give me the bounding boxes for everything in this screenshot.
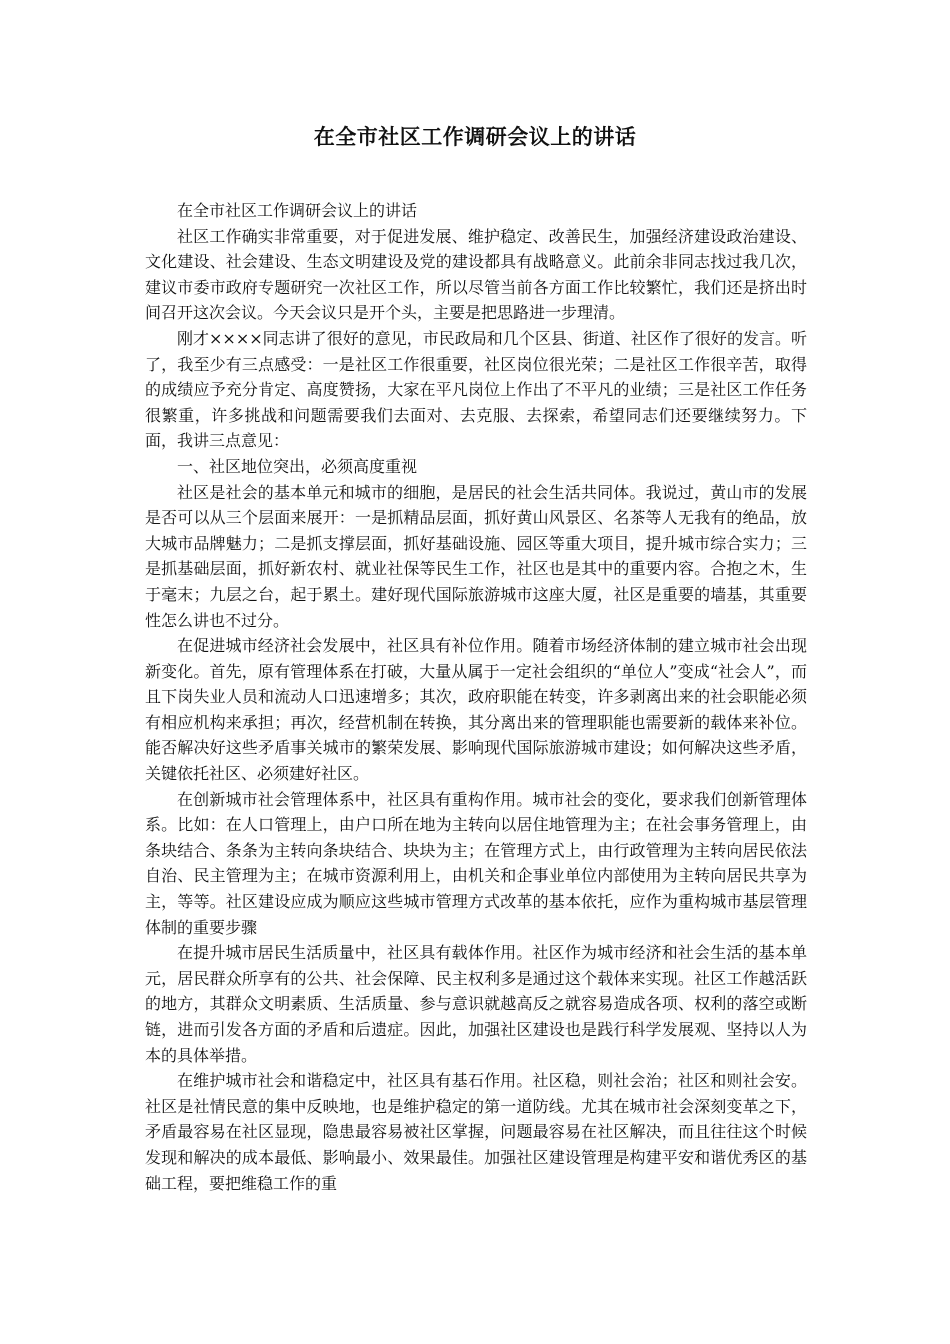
paragraph-carrier-role: 在提升城市居民生活质量中，社区具有载体作用。社区作为城市经济和社会生活的基本单元，居民群众所享有的公共、社会保障、民主权利多是通过这个载体来实现。社区工作越活跃的地方，其群众文明素质、生活质量、参与意识就越高反之就容易造成各项、权利的落空或断链，进而引发各方面的矛盾和后遗症。因此，加强社区建设也是践行科学发展观、坚持以人为本的具体举措。: [145, 943, 807, 1065]
document-title: 在全市社区工作调研会议上的讲话: [313, 124, 637, 149]
paragraph-reconstruct-role: 在创新城市社会管理体系中，社区具有重构作用。城市社会的变化，要求我们创新管理体系。比如：在人口管理上，由户口所在地为主转向以居住地管理为主；在社会事务管理上，由条块结合、条条为主转向条块结合、块块为主；在管理方式上，由行政管理为主转向居民依法自治、民主管理为主；在城市资源利用上，由机关和企事业单位内部使用为主转向居民共享为主，等等。社区建设应成为顺应这些城市管理方式改革的基本依托，应作为重构城市基层管理体制的重要步骤: [145, 789, 807, 937]
paragraph-feelings: 刚才××××同志讲了很好的意见，市民政局和几个区县、街道、社区作了很好的发言。听了，我至少有三点感受：一是社区工作很重要，社区岗位很光荣；二是社区工作很辛苦，取得的成绩应予充分肯定、高度赞扬，大家在平凡岗位上作出了不平凡的业绩；三是社区工作任务很繁重，许多挑战和问题需要我们去面对、去克服、去探索，希望同志们还要继续努力。下面，我讲三点意见：: [145, 328, 807, 451]
paragraph-intro: 社区工作确实非常重要，对于促进发展、维护稳定、改善民生，加强经济建设政治建设、文化建设、社会建设、生态文明建设及党的建设都具有战略意义。此前余非同志找过我几次，建议市委市政府专题研究一次社区工作，所以尽管当前各方面工作比较繁忙，我们还是挤出时间召开这次会议。今天会议只是开个头，主要是把思路进一步理清。: [145, 226, 807, 323]
paragraph-community-basics: 社区是社会的基本单元和城市的细胞，是居民的社会生活共同体。我说过，黄山市的发展是否可以从三个层面来展开：一是抓精品层面，抓好黄山风景区、名茶等人无我有的绝品，放大城市品牌魅力；二是抓支撑层面，抓好基础设施、园区等重大项目，提升城市综合实力；三是抓基础层面，抓好新农村、就业社保等民生工作，社区也是其中的重要内容。合抱之木，生于毫末；九层之台，起于累土。建好现代国际旅游城市这座大厦，社区是重要的墙基，其重要性怎么讲也不过分。: [145, 482, 807, 630]
document-body: [145, 198, 807, 1196]
section-heading-1: 一、社区地位突出，必须高度重视: [177, 456, 418, 476]
paragraph-supplement-role: 在促进城市经济社会发展中，社区具有补位作用。随着市场经济体制的建立城市社会出现新变化。首先，原有管理体系在打破，大量从属于一定社会组织的“单位人”变成“社会人”，而且下岗失业人员和流动人口迅速增多；其次，政府职能在转变，许多剥离出来的社会职能必须有相应机构来承担；再次，经营机制在转换，其分离出来的管理职能也需要新的载体来补位。能否解决好这些矛盾事关城市的繁荣发展、影响现代国际旅游城市建设；如何解决这些矛盾，关键依托社区、必须建好社区。: [145, 636, 807, 784]
paragraph-subtitle: 在全市社区工作调研会议上的讲话: [177, 201, 418, 220]
paragraph-cornerstone-role: 在维护城市社会和谐稳定中，社区具有基石作用。社区稳，则社会治；社区和则社会安。社区是社情民意的集中反映地，也是维护稳定的第一道防线。尤其在城市社会深刻变革之下，矛盾最容易在社区显现，隐患最容易被社区掌握，问题最容易在社区解决，而且往往这个时候发现和解决的成本最低、影响最小、效果最佳。加强社区建设管理是构建平安和谐优秀区的基础工程，要把维稳工作的重: [145, 1071, 807, 1193]
